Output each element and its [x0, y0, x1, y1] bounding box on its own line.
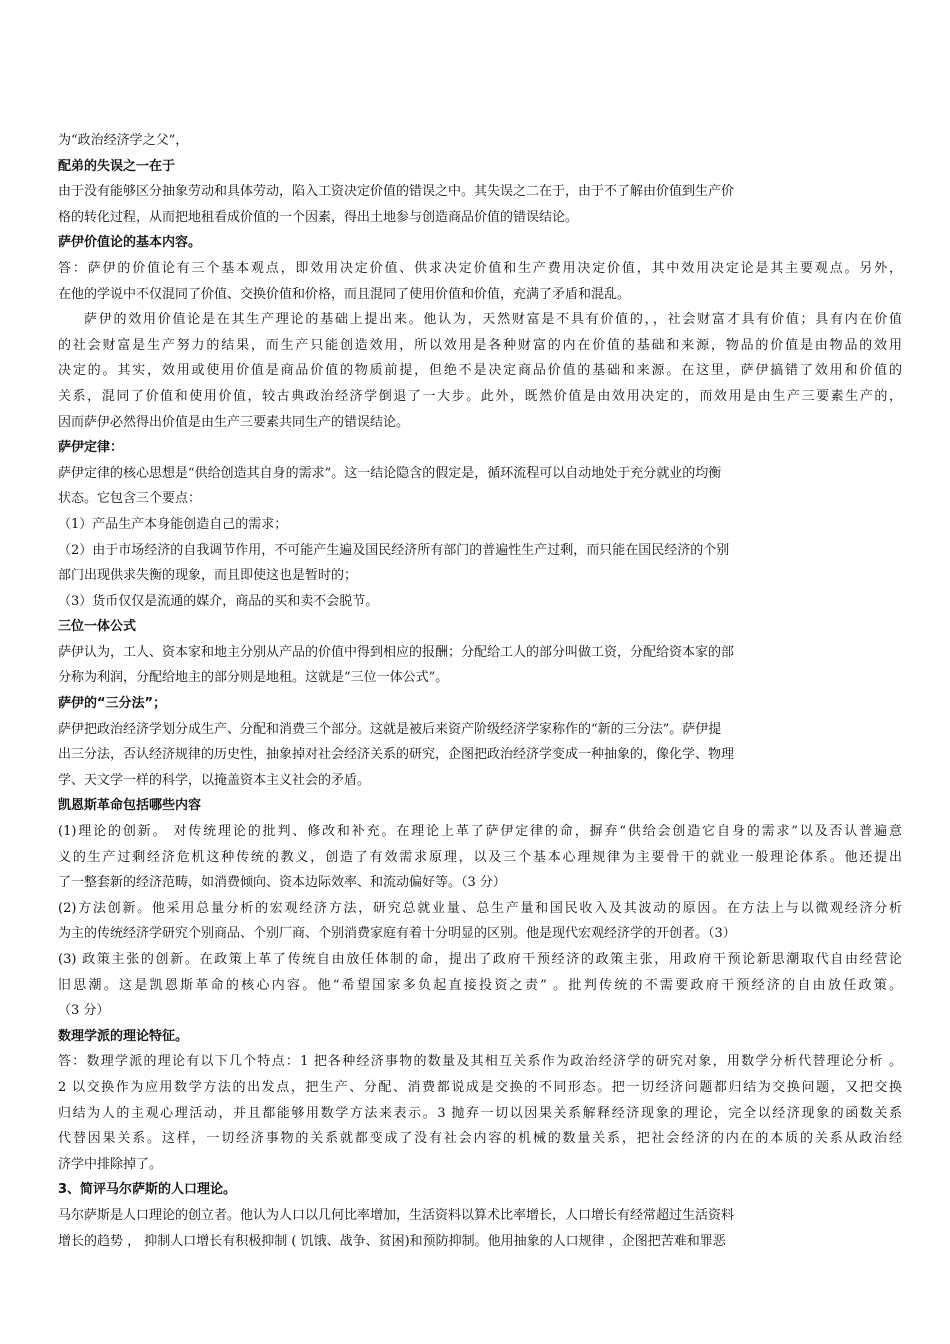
text-line: 萨伊的效用价值论是在其生产理论的基础上提出来。他认为，天然财富是不具有价值的，，社会财富才具有价值；具有内在价值	[84, 312, 902, 328]
text-line: 在他的学说中不仅混同了价值、交换价值和价格，而且混同了使用价值和价值，充满了矛盾和混乱。	[58, 286, 631, 302]
text-line: 答：萨伊的价值论有三个基本观点，即效用决定价值、供求决定价值和生产费用决定价值，其中效用决定论是其主要观点。另外，	[58, 260, 902, 276]
text-line: 关系，混同了价值和使用价值，较古典政治经济学倒退了一大步。此外，既然价值是由效用决定的，而效用是由生产三要素生产的，	[58, 388, 902, 404]
text-line: （3）货币仅仅是流通的媒介，商品的买和卖不会脱节。	[58, 593, 379, 609]
section-heading: 萨伊的“三分法”；	[58, 696, 167, 712]
text-line: 由于没有能够区分抽象劳动和具体劳动，陷入工资决定价值的错误之中。其失误之二在于，由于不了解由价值到生产价	[58, 184, 735, 200]
text-line: 因而萨伊必然得出价值是由生产三要素共同生产的错误结论。	[58, 414, 410, 430]
section-heading: 凯恩斯革命包括哪些内容	[58, 798, 202, 814]
text-line: 的社会财富是生产努力的结果，而生产只能创造效用，所以效用是各种财富的内在价值的基础和来源，物品的价值是由物品的效用	[58, 337, 902, 353]
section-heading: 三位一体公式	[58, 619, 137, 635]
text-line: 了一整套新的经济范畴，如消费倾向、资本边际效率、和流动偏好等。（3 分）	[58, 875, 506, 891]
text-line: 决定的。其实，效用或使用价值是商品价值的物质前提，但绝不是决定商品价值的基础和来源。在这里，萨伊搞错了效用和价值的	[58, 363, 902, 379]
text-line: 答：数理学派的理论有以下几个特点：1 把各种经济事物的数量及其相互关系作为政治经济学的研究对象，用数学分析代替理论分析 。	[58, 1054, 902, 1070]
text-line: 增长的趋势 ， 抑制人口增长有积极抑制 ( 饥饿、战争、贫困)和预防抑制。他用抽象的人口规律 ，企图把苦难和罪恶	[58, 1233, 726, 1249]
text-line: 格的转化过程，从而把地租看成价值的一个因素，得出土地参与创造商品价值的错误结论。	[58, 209, 579, 225]
document-page	[58, 128, 902, 1254]
text-line: 为“政治经济学之父”，	[58, 133, 189, 148]
section-heading: 萨伊价值论的基本内容。	[58, 235, 202, 251]
text-line: 义的生产过剩经济危机这种传统的教义，创造了有效需求原理，以及三个基本心理规律为主要骨干的就业一般理论体系。他还提出	[58, 849, 902, 865]
text-line: 出三分法，否认经济规律的历史性，抽象掉对社会经济关系的研究，企图把政治经济学变成一种抽象的，像化学、物理	[58, 747, 735, 763]
text-line: (2)方法创新。他采用总量分析的宏观经济方法，研究总就业量、总生产量和国民收入及其波动的原因。在方法上与以微观经济分析	[58, 900, 902, 916]
text-line: 分称为利润，分配给地主的部分则是地租。这就是“三位一体公式”。	[58, 670, 449, 686]
text-line: 部门出现供求失衡的现象，而且即使这也是暂时的；	[58, 568, 358, 584]
text-line: 萨伊定律的核心思想是“供给创造其自身的需求”。这一结论隐含的假定是，循环流程可以自动地处于充分就业的均衡	[58, 465, 722, 481]
text-line: 为主的传统经济学研究个别商品、个别厂商、个别消费家庭有着十分明显的区别。他是现代宏观经济学的开创者。（3）	[58, 926, 736, 942]
text-line: 2 以交换作为应用数学方法的出发点，把生产、分配、消费都说成是交换的不同形态。把一切经济问题都归结为交换问题，又把交换	[58, 1079, 902, 1095]
text-line: 学、天文学一样的科学，以掩盖资本主义社会的矛盾。	[58, 772, 371, 788]
section-heading: 配弟的失误之一在于	[58, 158, 176, 174]
text-line: 萨伊把政治经济学划分成生产、分配和消费三个部分。这就是被后来资产阶级经济学家称作的“新的三分法”。萨伊提	[58, 721, 722, 737]
text-line: 马尔萨斯是人口理论的创立者。他认为人口以几何比率增加，生活资料以算术比率增长，人口增长有经常超过生活资料	[58, 1207, 735, 1223]
text-line: 旧思潮。这是凯恩斯革命的核心内容。他“希望国家多负起直接投资之责” 。批判传统的不需要政府干预经济的自由放任政策。	[58, 977, 902, 993]
text-line: 状态。它包含三个要点：	[58, 491, 202, 507]
text-line: （1）产品生产本身能创造自己的需求；	[58, 516, 288, 532]
text-line: 代替因果关系。这样，一切经济事物的关系就都变成了没有社会内容的机械的数量关系，把社会经济的内在的本质的关系从政治经	[58, 1131, 902, 1147]
section-heading: 萨伊定律：	[58, 440, 124, 456]
text-line: (3) 政策主张的创新。在政策上革了传统自由放任体制的命，提出了政府干预经济的政策主张，用政府干预论新思潮取代自由经营论	[58, 952, 902, 967]
section-heading: 3、简评马尔萨斯的人口理论。	[58, 1182, 237, 1198]
section-heading: 数理学派的理论特征。	[58, 1028, 189, 1044]
text-line: （2）由于市场经济的自我调节作用，不可能产生遍及国民经济所有部门的普遍性生产过剩，而只能在国民经济的个别	[58, 542, 730, 558]
text-line: 归结为人的主观心理活动，并且都能够用数学方法来表示。3 抛弃一切以因果关系解释经济现象的理论，完全以经济现象的函数关系	[58, 1105, 902, 1121]
text-line: 济学中排除掉了。	[58, 1156, 163, 1172]
text-line: （3 分）	[58, 1003, 110, 1019]
text-line: 萨伊认为，工人、资本家和地主分别从产品的价值中得到相应的报酬；分配给工人的部分叫做工资，分配给资本家的部	[58, 644, 735, 660]
text-line: (1)理论的创新。 对传统理论的批判、修改和补充。在理论上革了萨伊定律的命，摒弃“供给会创造它自身的需求”以及否认普遍意	[58, 824, 902, 840]
